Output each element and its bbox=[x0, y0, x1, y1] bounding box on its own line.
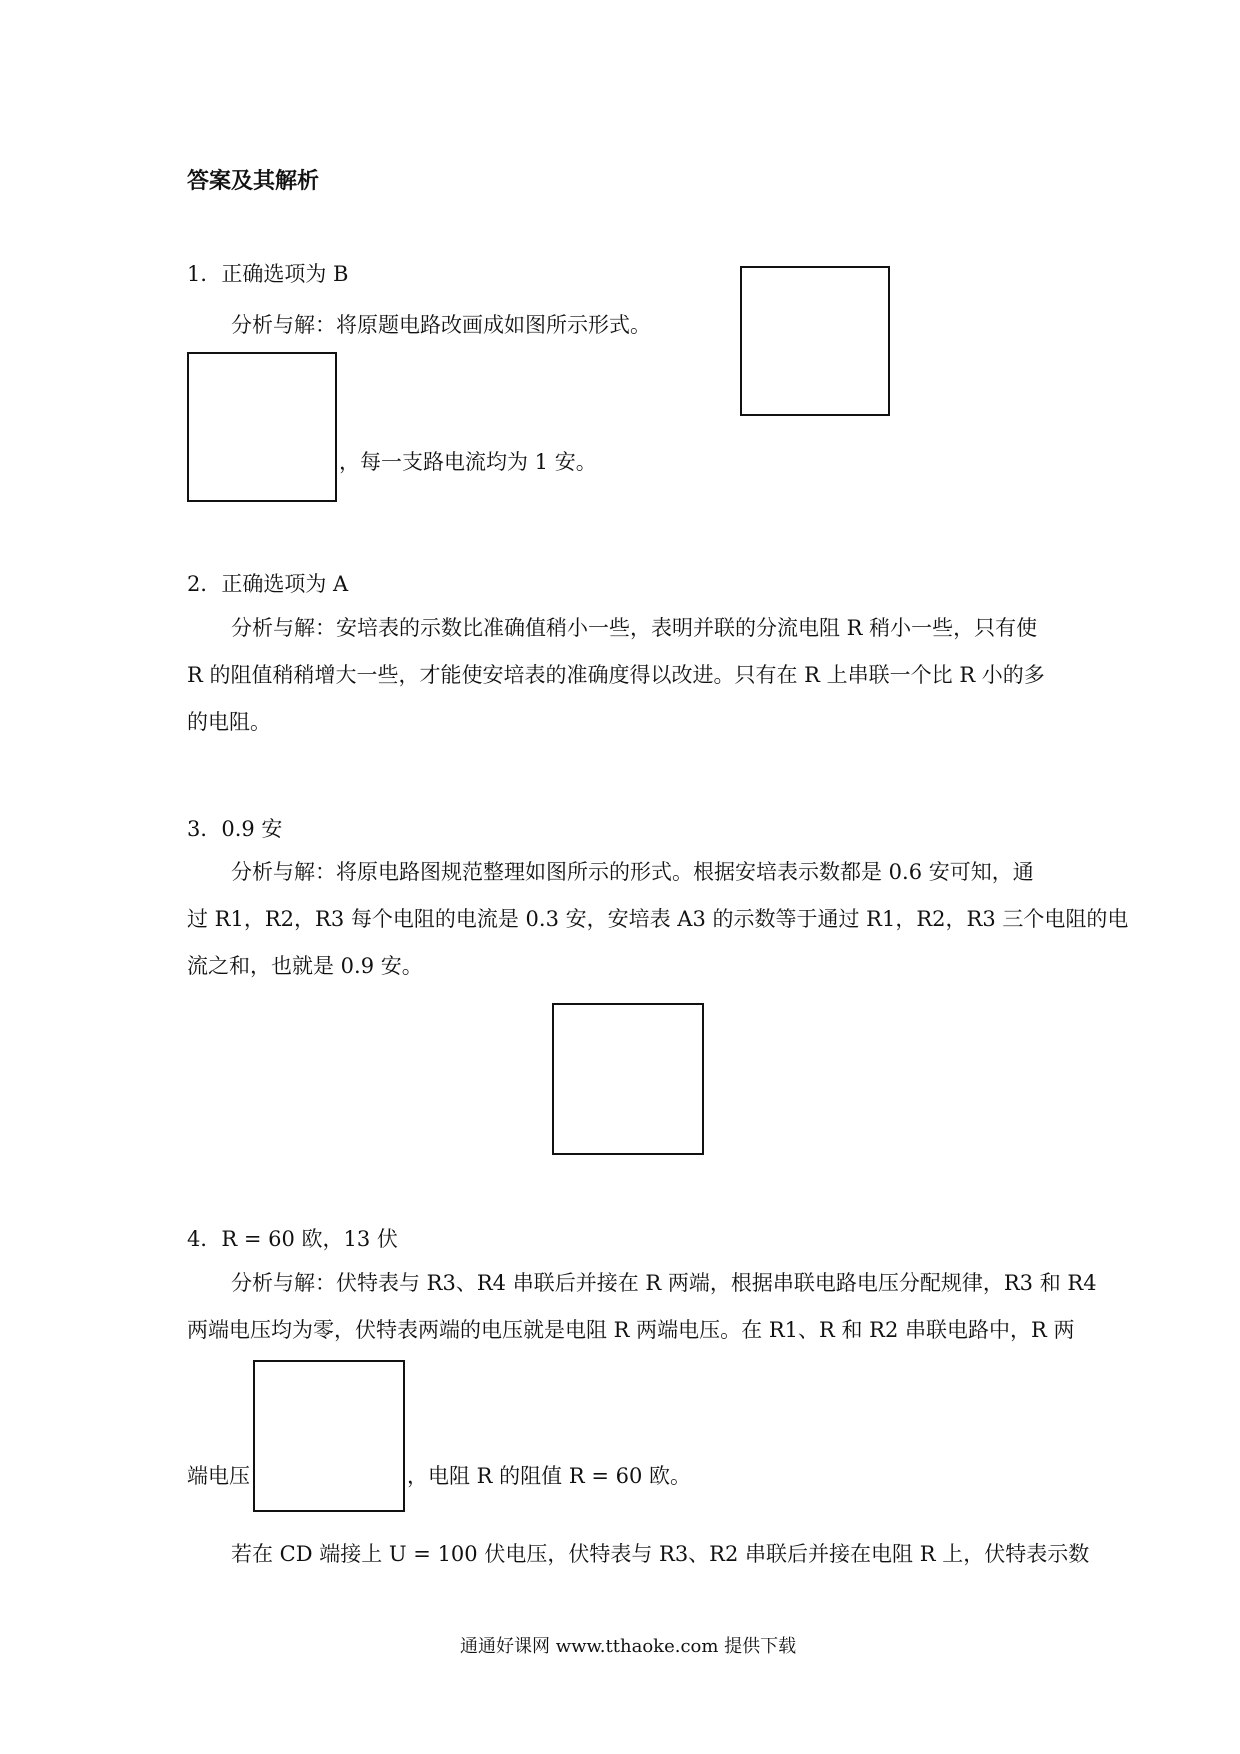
q3-title: 3．0.9 安 bbox=[187, 817, 283, 841]
q4-analysis bbox=[187, 1260, 1097, 1354]
section-heading: 答案及其解析 bbox=[187, 169, 320, 194]
q2-line-1: 分析与解：安培表的示数比准确值稍小一些，表明并联的分流电阻 R 稍小一些，只有使 bbox=[231, 616, 1038, 640]
q3-circuit-figure bbox=[552, 1003, 704, 1155]
q4-formula-figure bbox=[253, 1360, 405, 1512]
q4-line-1: 分析与解：伏特表与 R3、R4 串联后并接在 R 两端，根据串联电路电压分配规律，R3 和 R4 bbox=[231, 1271, 1097, 1295]
q3-line-2: 过 R1，R2，R3 每个电阻的电流是 0.3 安，安培表 A3 的示数等于通过 R1，R2，R3 三个电阻的电 bbox=[187, 907, 1129, 931]
q1-circuit-figure bbox=[740, 266, 890, 416]
q4-line-4: 若在 CD 端接上 U = 100 伏电压，伏特表与 R3、R2 串联后并接在电阻 R 上，伏特表示数 bbox=[231, 1542, 1090, 1566]
q2-title: 2．正确选项为 A bbox=[187, 572, 349, 596]
q4-line-3-after: ，电阻 R 的阻值 R = 60 欧。 bbox=[407, 1464, 691, 1488]
q4-line-2: 两端电压均为零，伏特表两端的电压就是电阻 R 两端电压。在 R1、R 和 R2 串联电路中，R 两 bbox=[187, 1318, 1075, 1342]
q2-line-2: R 的阻值稍稍增大一些，才能使安培表的准确度得以改进。只有在 R 上串联一个比 R 小的多 bbox=[187, 663, 1045, 687]
q1-analysis: 分析与解：将原题电路改画成如图所示形式。 bbox=[231, 313, 651, 337]
q2-line-3: 的电阻。 bbox=[187, 710, 271, 734]
q4-line-3-before: 端电压 bbox=[187, 1464, 250, 1488]
q3-analysis bbox=[187, 849, 1129, 990]
q1-formula-figure bbox=[187, 352, 337, 502]
q3-line-3: 流之和，也就是 0.9 安。 bbox=[187, 954, 423, 978]
q4-title: 4．R = 60 欧，13 伏 bbox=[187, 1227, 398, 1251]
page-footer: 通通好课网 www.tthaoke.com 提供下载 bbox=[460, 1636, 797, 1657]
q2-analysis bbox=[187, 605, 1067, 746]
q1-after-figure: ，每一支路电流均为 1 安。 bbox=[339, 450, 597, 474]
q3-line-1: 分析与解：将原电路图规范整理如图所示的形式。根据安培表示数都是 0.6 安可知，通 bbox=[231, 860, 1034, 884]
q1-title: 1．正确选项为 B bbox=[187, 262, 349, 286]
